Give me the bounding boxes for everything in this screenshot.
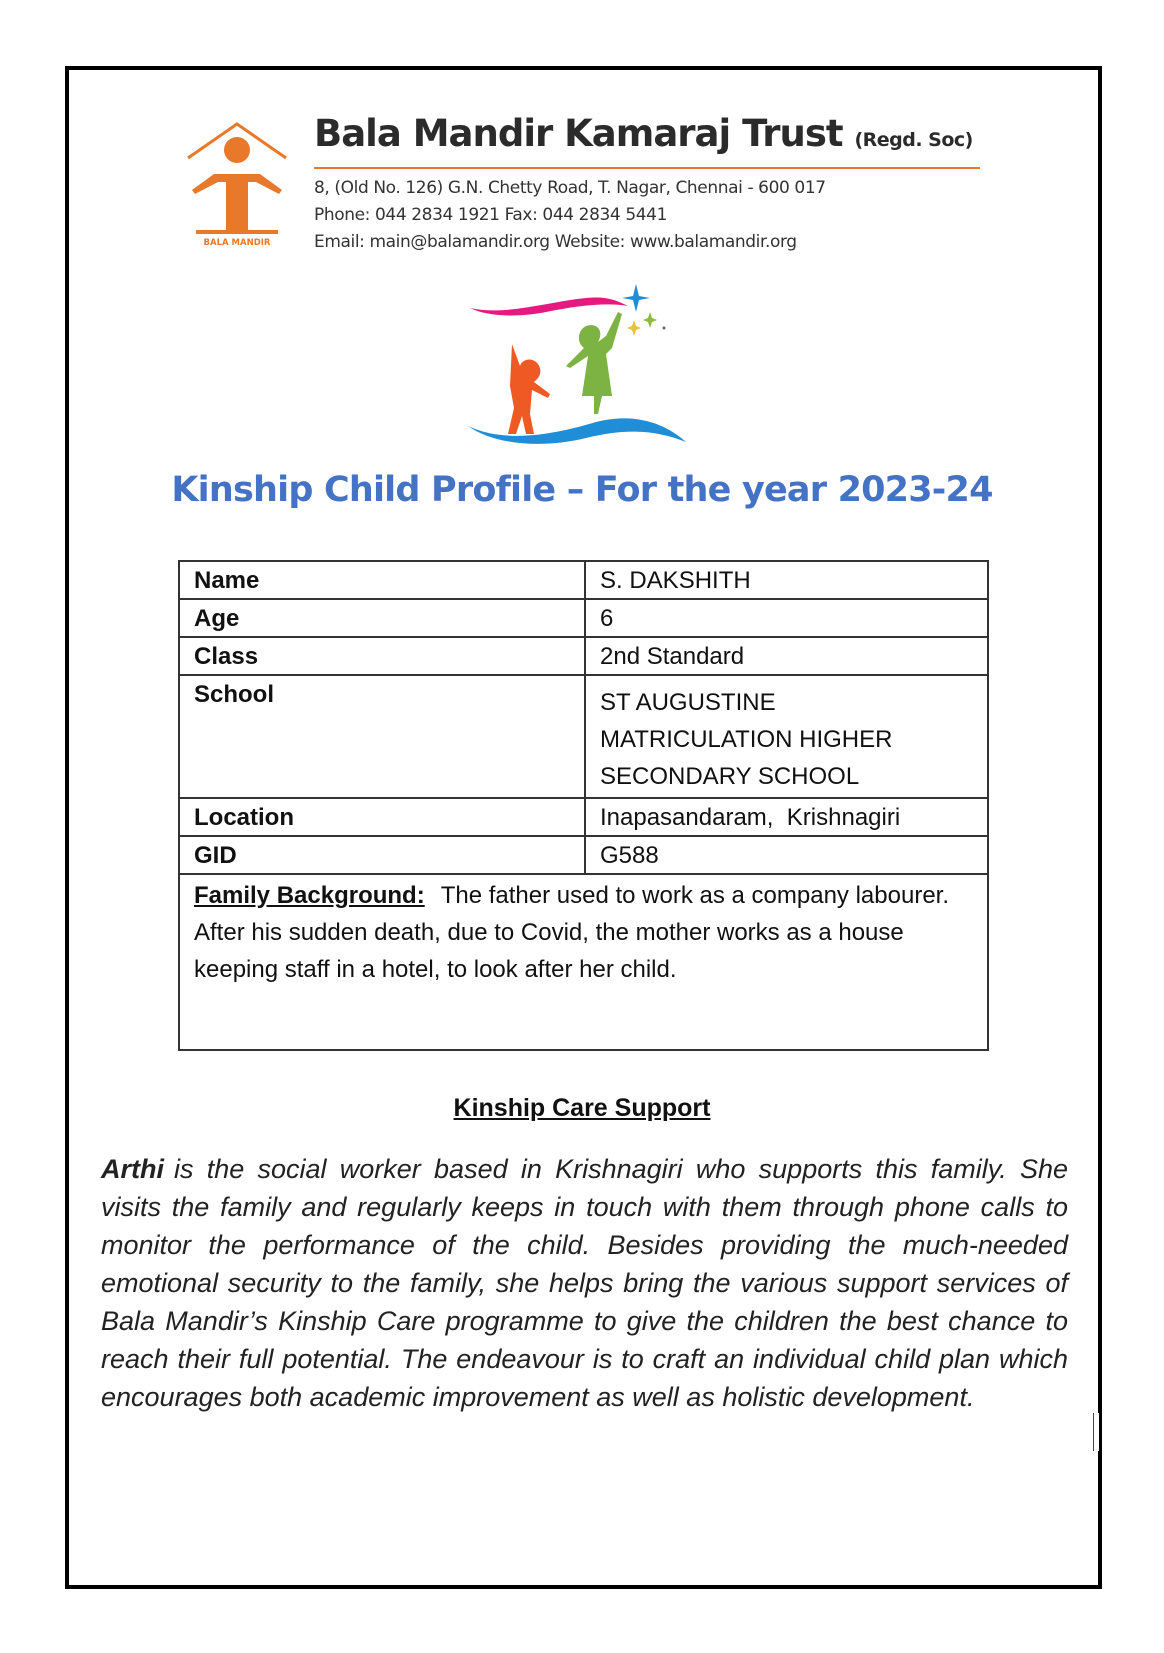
page-border-gap xyxy=(1093,1413,1099,1451)
family-background-label: Family Background: xyxy=(194,882,425,909)
child-profile-table xyxy=(178,560,989,1051)
kinship-children-logo-icon xyxy=(466,284,696,454)
org-name xyxy=(314,112,973,155)
field-label-location: Location xyxy=(179,798,585,836)
field-value-location: Inapasandaram, Krishnagiri xyxy=(585,798,988,836)
field-label-name: Name xyxy=(179,561,585,599)
logo-caption: BALA MANDIR xyxy=(203,238,271,248)
org-phone-fax: Phone: 044 2834 1921 Fax: 044 2834 5441 xyxy=(314,205,667,225)
field-label-school: School xyxy=(179,675,585,798)
org-name-text: Bala Mandir Kamaraj Trust xyxy=(314,112,843,155)
table-row xyxy=(179,599,988,637)
table-row xyxy=(179,798,988,836)
field-value-school: ST AUGUSTINE MATRICULATION HIGHER SECONDARY SCHOOL xyxy=(585,675,988,798)
field-label-gid: GID xyxy=(179,836,585,874)
field-label-age: Age xyxy=(179,599,585,637)
org-regd: (Regd. Soc) xyxy=(854,129,973,151)
letterhead-rule xyxy=(314,167,980,169)
support-text: is the social worker based in Krishnagiri who supports this family. She visits the family and regularly keeps in touch with them through phone calls to monitor the performance of the child. Besides providing the much-needed emotional security to the family, she helps bring the various support services of Bala Mandir’s Kinship Care programme to give the children the best chance to reach their full potential. The endeavour is to craft an individual child plan which encourages both academic improvement as well as holistic development. xyxy=(101,1154,1068,1412)
table-row xyxy=(179,637,988,675)
social-worker-name: Arthi xyxy=(101,1154,164,1184)
table-row-family-background xyxy=(179,874,988,1050)
org-address: 8, (Old No. 126) G.N. Chetty Road, T. Nagar, Chennai - 600 017 xyxy=(314,178,826,198)
field-value-gid: G588 xyxy=(585,836,988,874)
table-row xyxy=(179,561,988,599)
family-background-cell xyxy=(179,874,988,1050)
bala-mandir-logo-icon xyxy=(184,118,290,250)
org-email-website: Email: main@balamandir.org Website: www.balamandir.org xyxy=(314,232,797,252)
family-background-text: The father used to work as a company labourer. After his sudden death, due to Covid, the mother works as a house keeping staff in a hotel, to look after her child. xyxy=(194,882,949,983)
field-value-age: 6 xyxy=(585,599,988,637)
field-value-name: S. DAKSHITH xyxy=(585,561,988,599)
table-row xyxy=(179,675,988,798)
table-row xyxy=(179,836,988,874)
field-value-class: 2nd Standard xyxy=(585,637,988,675)
kinship-care-support-heading: Kinship Care Support xyxy=(453,1094,711,1122)
field-label-class: Class xyxy=(179,637,585,675)
kinship-care-support-paragraph xyxy=(101,1150,1068,1416)
document-title: Kinship Child Profile – For the year 2023-24 xyxy=(171,470,993,510)
